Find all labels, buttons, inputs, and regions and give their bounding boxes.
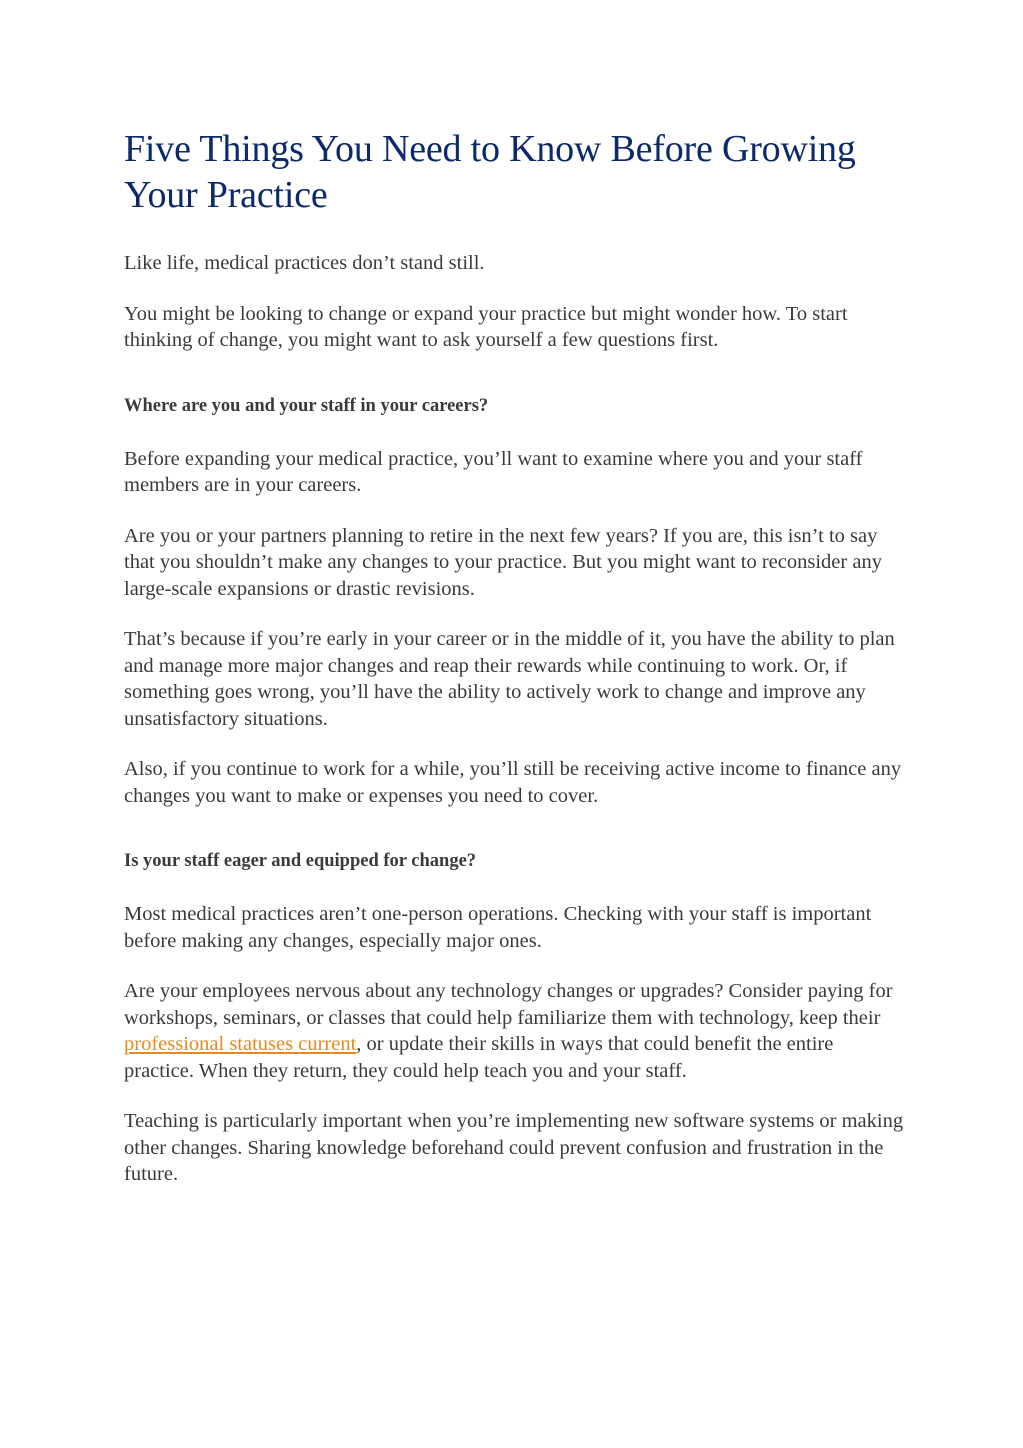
section-heading-careers: Where are you and your staff in your careers?	[124, 395, 489, 416]
careers-paragraph-4: Also, if you continue to work for a while, you’ll still be receiving active income to finance any changes you want to make or expenses you need to cover.	[124, 758, 902, 807]
staff-paragraph-2-end: , or update their skills in ways that could benefit the entire practice. When they return, they could help teach you and your staff.	[124, 1033, 834, 1082]
section-heading-staff: Is your staff eager and equipped for change?	[124, 851, 477, 871]
careers-paragraph-2: Are you or your partners planning to retire in the next few years? If you are, this isn’t to say that you shouldn’t make any changes to your practice. But you might want to reconsider any large-scale expansions or drastic revisions.	[124, 524, 882, 600]
intro-paragraph-2: You might be looking to change or expand your practice but might wonder how. To start thinking of change, you might want to ask yourself a few questions first.	[124, 302, 848, 351]
staff-paragraph-1: Most medical practices aren’t one-person operations. Checking with your staff is important before making any changes, especially major ones.	[124, 903, 872, 952]
careers-paragraph-3: That’s because if you’re early in your career or in the middle of it, you have the ability to plan and manage more major changes and reap their rewards while continuing to work. Or, if something goes wrong, you’ll have the ability to actively work to change and improve any unsatisfactory situations.	[124, 628, 895, 730]
staff-paragraph-2	[124, 978, 904, 1084]
professional-statuses-link[interactable]: professional statuses current	[124, 1033, 357, 1055]
document-page	[124, 126, 904, 1188]
intro-paragraph-1: Like life, medical practices don’t stand still.	[124, 252, 485, 274]
careers-paragraph-1: Before expanding your medical practice, you’ll want to examine where you and your staff members are in your careers.	[124, 447, 863, 496]
staff-paragraph-2-start: Are your employees nervous about any technology changes or upgrades? Consider paying for workshops, seminars, or classes that could help familiarize them with technology, keep their	[124, 980, 893, 1029]
staff-paragraph-3: Teaching is particularly important when you’re implementing new software systems or making other changes. Sharing knowledge beforehand could prevent confusion and frustration in the future.	[124, 1110, 904, 1185]
page-title: Five Things You Need to Know Before Growing Your Practice	[124, 128, 856, 216]
